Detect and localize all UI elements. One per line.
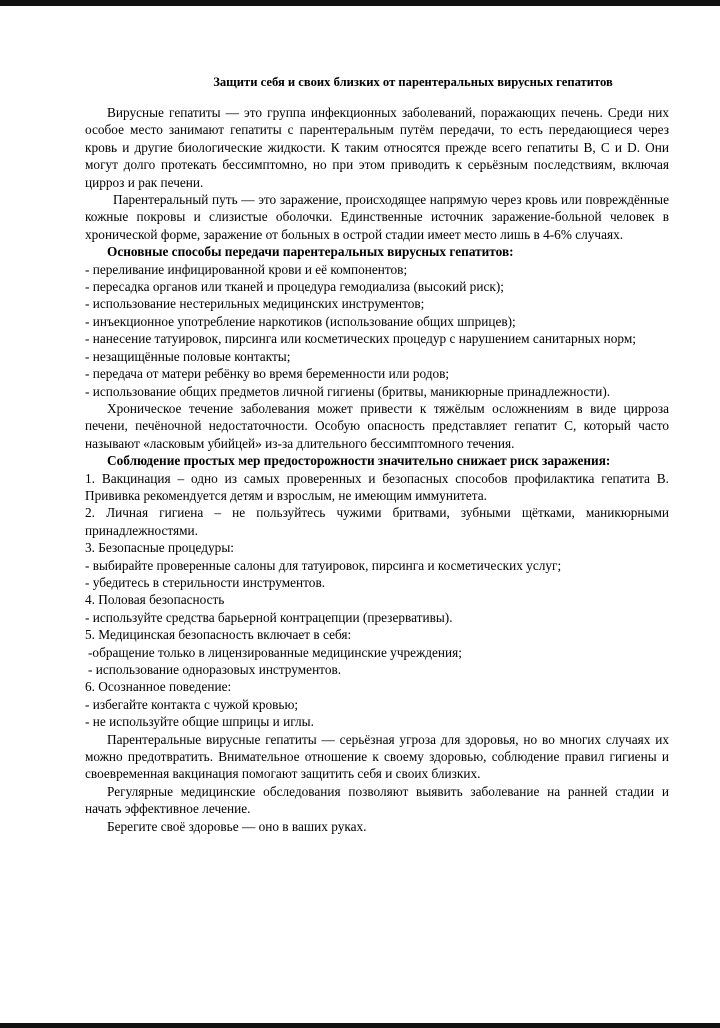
intro-paragraph-1: Вирусные гепатиты — это группа инфекционных заболеваний, поражающих печень. Среди них особое место занимают гепатиты с парентеральным путём передачи, то есть передающиеся через кровь и другие биологические жидкости. К таким относятся прежде всего гепатиты B, C и D. Они могут долго протекать бессимптомно, но при этом приводить к серьёзным последствиям, включая цирроз и рак печени. — [85, 105, 669, 190]
closing-paragraph-3: Берегите своё здоровье — оно в ваших руках. — [107, 818, 367, 834]
prevention-list — [85, 470, 669, 731]
list-item: 1. Вакцинация – одно из самых проверенных и безопасных способов профилактика гепатита B. Прививка рекомендуется детям и взрослым, не имеющим иммунитета. — [85, 470, 669, 503]
transmission-list — [85, 261, 669, 400]
list-item: - не используйте общие шприцы и иглы. — [85, 714, 314, 730]
list-item: - выбирайте проверенные салоны для татуировок, пирсинга и косметических услуг; — [85, 557, 562, 573]
list-item: - использование одноразовых инструментов. — [88, 662, 342, 677]
list-item: - инъекционное употребление наркотиков (использование общих шприцев); — [85, 313, 516, 329]
list-item: - незащищённые половые контакты; — [85, 348, 291, 364]
list-item: - использование нестерильных медицинских инструментов; — [85, 296, 425, 312]
closing-paragraph-1: Парентеральные вирусные гепатиты — серьёзная угроза для здоровья, но во многих случаях их можно предотвратить. Внимательное отношение к своему здоровью, соблюдение правил гигиены и своевременная вакцинация помогают защитить себя и своих близких. — [85, 731, 669, 782]
list-item: 2. Личная гигиена – не пользуйтесь чужими бритвами, зубными щётками, маникюрными принадлежностями. — [85, 505, 669, 538]
list-item: - передача от матери ребёнку во время беременности или родов; — [85, 366, 450, 382]
list-item: - убедитесь в стерильности инструментов. — [85, 574, 326, 590]
document-title: Защити себя и своих близких от парентеральных вирусных гепатитов — [213, 75, 613, 89]
list-item: 3. Безопасные процедуры: — [85, 540, 234, 556]
chronic-paragraph: Хроническое течение заболевания может привести к тяжёлым осложнениям в виде цирроза печени, печёночной недостаточности. Особую опасность представляет гепатит C, который часто называют «ласковым убийцей» из-за длительного бессимптомного течения. — [85, 400, 669, 451]
intro-paragraph-2: Парентеральный путь — это заражение, происходящее напрямую через кровь или повреждённые кожные покровы и слизистые оболочки. Единственные источник заражение-больной человек в хронической форме, заражение от больных в острой стадии имеет место лишь в 4-6% случаях. — [85, 192, 669, 242]
list-item: - избегайте контакта с чужой кровью; — [85, 696, 299, 712]
list-item: 5. Медицинская безопасность включает в себя: — [85, 627, 352, 643]
list-item: 6. Осознанное поведение: — [85, 679, 232, 695]
list-item: - пересадка органов или тканей и процедура гемодиализа (высокий риск); — [85, 279, 504, 295]
list-item: - используйте средства барьерной контрацепции (презервативы). — [85, 609, 453, 625]
list-item: - нанесение татуировок, пирсинга или косметических процедур с нарушением санитарных норм; — [85, 331, 636, 347]
list-item: - использование общих предметов личной гигиены (бритвы, маникюрные принадлежности). — [85, 383, 611, 399]
list-item: 4. Половая безопасность — [85, 592, 225, 608]
document-page — [85, 74, 669, 835]
top-border — [0, 0, 720, 6]
list-item: -обращение только в лицензированные медицинские учреждения; — [88, 644, 462, 660]
prevention-heading: Соблюдение простых мер предосторожности значительно снижает риск заражения: — [107, 453, 611, 469]
transmission-heading: Основные способы передачи парентеральных вирусных гепатитов: — [107, 244, 514, 260]
list-item: - переливание инфицированной крови и её компонентов; — [85, 261, 408, 277]
closing-paragraph-2: Регулярные медицинские обследования позволяют выявить заболевание на ранней стадии и начать эффективное лечение. — [85, 783, 669, 817]
bottom-border — [0, 1023, 720, 1028]
